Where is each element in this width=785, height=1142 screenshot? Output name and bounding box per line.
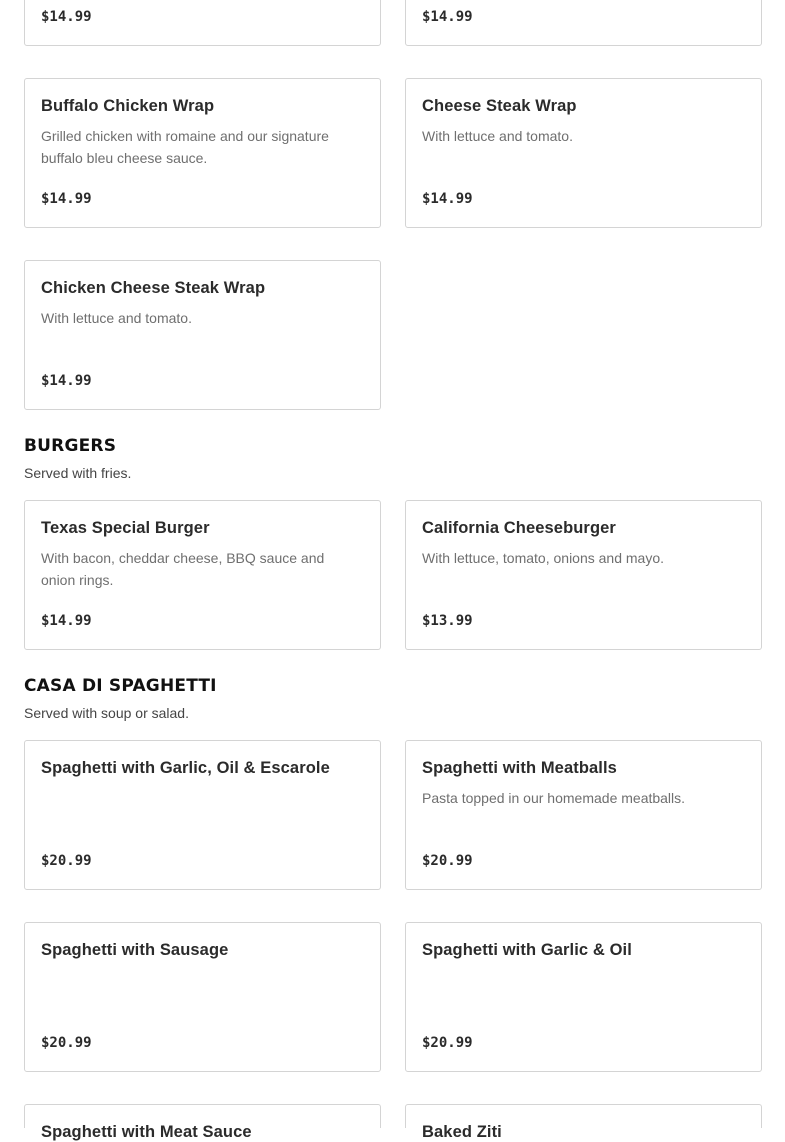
menu-item-price: $14.99 — [41, 191, 92, 207]
menu-item-price: $20.99 — [422, 853, 473, 869]
menu-item-price: $20.99 — [41, 853, 92, 869]
menu-item-description: With lettuce and tomato. — [422, 128, 573, 144]
menu-item-card[interactable] — [405, 500, 762, 650]
menu-item-price: $14.99 — [422, 191, 473, 207]
menu-item-name: Spaghetti with Sausage — [41, 941, 229, 959]
menu-item-card[interactable] — [405, 740, 762, 890]
menu-item-card[interactable] — [24, 260, 381, 410]
menu-item-card[interactable] — [405, 78, 762, 228]
menu-item-card[interactable] — [24, 1104, 381, 1141]
menu-item-card[interactable] — [405, 1104, 762, 1141]
menu-item-name: Baked Ziti — [422, 1123, 502, 1141]
section-subtitle-spaghetti: Served with soup or salad. — [24, 705, 189, 721]
menu-item-description: Grilled chicken with romaine and our signature buffalo bleu cheese sauce. — [41, 128, 329, 166]
menu-item-price: $14.99 — [422, 9, 473, 25]
menu-item-name: Spaghetti with Garlic & Oil — [422, 941, 632, 959]
menu-item-card[interactable] — [24, 0, 381, 46]
menu-item-price: $14.99 — [41, 9, 92, 25]
menu-item-name: Chicken Cheese Steak Wrap — [41, 279, 266, 297]
menu-item-price: $13.99 — [422, 613, 473, 629]
menu-item-card[interactable] — [405, 0, 762, 46]
menu-item-price: $20.99 — [41, 1035, 92, 1051]
menu-item-card[interactable] — [24, 500, 381, 650]
section-title-spaghetti: CASA DI SPAGHETTI — [24, 676, 217, 696]
menu-item-description: With lettuce and tomato. — [41, 310, 192, 326]
menu-item-name: Spaghetti with Meatballs — [422, 759, 617, 777]
menu-item-description: With bacon, cheddar cheese, BBQ sauce and onion rings. — [41, 550, 325, 588]
menu-item-description: With lettuce, tomato, onions and mayo. — [422, 550, 665, 566]
section-title-burgers: BURGERS — [24, 436, 117, 456]
menu-item-price: $14.99 — [41, 373, 92, 389]
menu-item-price: $20.99 — [422, 1035, 473, 1051]
menu-item-name: California Cheeseburger — [422, 519, 616, 537]
menu-item-card[interactable] — [405, 922, 762, 1072]
menu-item-name: Spaghetti with Meat Sauce — [41, 1123, 252, 1141]
menu-item-card[interactable] — [24, 922, 381, 1072]
menu-item-description: Pasta topped in our homemade meatballs. — [422, 790, 686, 806]
menu-item-name: Cheese Steak Wrap — [422, 97, 577, 115]
menu-item-name: Buffalo Chicken Wrap — [41, 97, 215, 115]
section-subtitle-burgers: Served with fries. — [24, 465, 132, 481]
menu-item-card[interactable] — [24, 740, 381, 890]
menu-item-card[interactable] — [24, 78, 381, 228]
menu-item-price: $14.99 — [41, 613, 92, 629]
menu-item-name: Spaghetti with Garlic, Oil & Escarole — [41, 759, 330, 777]
menu-item-name: Texas Special Burger — [41, 519, 210, 537]
